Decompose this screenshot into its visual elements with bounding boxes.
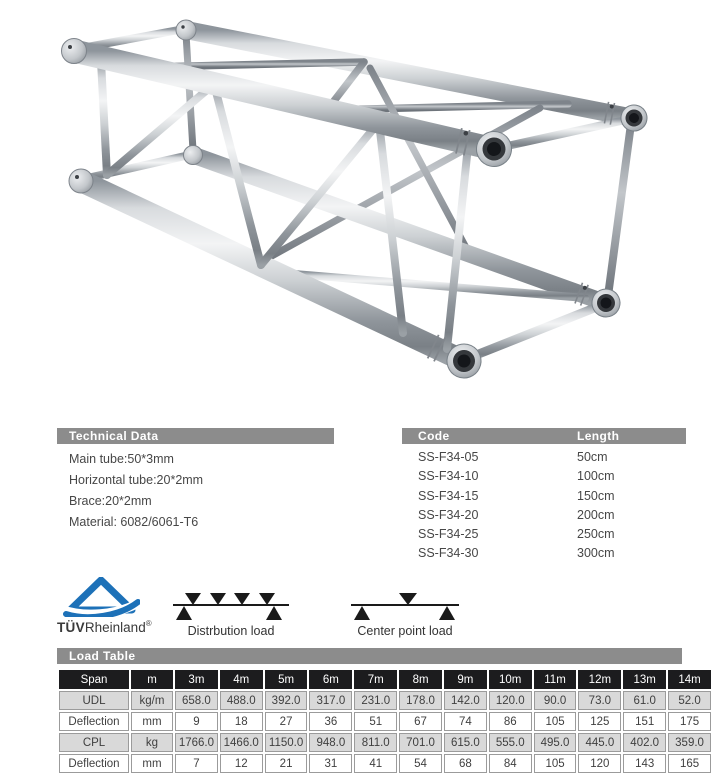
- load-table-body: [59, 691, 711, 773]
- load-row-unit: kg/m: [131, 691, 173, 710]
- load-value-cell: 90.0: [534, 691, 577, 710]
- load-table-column-header: 14m: [668, 670, 711, 689]
- load-table-row: [59, 754, 711, 773]
- code-table-header: [402, 428, 686, 444]
- length-column-header: Length: [577, 429, 620, 443]
- load-table-column-header: Span: [59, 670, 129, 689]
- load-value-cell: 84: [489, 754, 532, 773]
- tuv-brand-regular: Rheinland: [84, 620, 146, 635]
- code-value: SS-F34-20: [418, 507, 479, 522]
- load-value-cell: 165: [668, 754, 711, 773]
- technical-data-line: Main tube:50*3mm: [69, 452, 174, 466]
- load-value-cell: 67: [399, 712, 442, 731]
- code-value: SS-F34-15: [418, 488, 479, 503]
- load-value-cell: 125: [578, 712, 621, 731]
- load-table-column-header: 9m: [444, 670, 487, 689]
- load-table-column-header: 10m: [489, 670, 532, 689]
- load-value-cell: 948.0: [309, 733, 352, 752]
- load-value-cell: 120: [578, 754, 621, 773]
- load-row-unit: mm: [131, 712, 173, 731]
- center-point-load-icon: [346, 584, 464, 624]
- code-value: SS-F34-05: [418, 450, 479, 464]
- length-value: 300cm: [577, 546, 615, 561]
- load-value-cell: 12: [220, 754, 263, 773]
- load-table-row: [59, 691, 711, 710]
- load-value-cell: 317.0: [309, 691, 352, 710]
- distribution-load-icon: [168, 584, 294, 624]
- load-row-label: Deflection: [59, 754, 129, 773]
- code-value: SS-F34-30: [418, 546, 479, 561]
- load-table-column-header: 7m: [354, 670, 397, 689]
- load-value-cell: 7: [175, 754, 218, 773]
- load-row-label: Deflection: [59, 712, 129, 731]
- load-table-column-header: 4m: [220, 670, 263, 689]
- code-table-row: [402, 467, 686, 486]
- load-value-cell: 120.0: [489, 691, 532, 710]
- load-table-head: [59, 670, 711, 689]
- load-value-cell: 392.0: [265, 691, 308, 710]
- technical-data-lines: [69, 449, 203, 533]
- load-table-column-header: m: [131, 670, 173, 689]
- load-value-cell: 54: [399, 754, 442, 773]
- load-table-header-bar: [57, 648, 682, 664]
- load-value-cell: 86: [489, 712, 532, 731]
- load-table-column-header: 6m: [309, 670, 352, 689]
- load-value-cell: 73.0: [578, 691, 621, 710]
- technical-data-line: Material: 6082/6061-T6: [69, 515, 199, 529]
- technical-data-line: Horizontal tube:20*2mm: [69, 473, 204, 487]
- load-value-cell: 31: [309, 754, 352, 773]
- code-value: SS-F34-25: [418, 527, 479, 542]
- length-value: 150cm: [577, 488, 615, 503]
- center-point-load-label: Center point load: [357, 624, 453, 638]
- length-value: 100cm: [577, 469, 615, 484]
- load-value-cell: 402.0: [623, 733, 666, 752]
- load-value-cell: 658.0: [175, 691, 218, 710]
- load-table-column-header: 5m: [265, 670, 308, 689]
- load-value-cell: 51: [354, 712, 397, 731]
- load-value-cell: 21: [265, 754, 308, 773]
- load-value-cell: 52.0: [668, 691, 711, 710]
- load-value-cell: 68: [444, 754, 487, 773]
- load-value-cell: 488.0: [220, 691, 263, 710]
- load-value-cell: 615.0: [444, 733, 487, 752]
- load-value-cell: 1766.0: [175, 733, 218, 752]
- load-value-cell: 495.0: [534, 733, 577, 752]
- load-value-cell: 811.0: [354, 733, 397, 752]
- load-value-cell: 74: [444, 712, 487, 731]
- load-value-cell: 105: [534, 754, 577, 773]
- load-value-cell: 1150.0: [265, 733, 308, 752]
- technical-data-header: [57, 428, 334, 444]
- load-row-unit: kg: [131, 733, 173, 752]
- load-value-cell: 178.0: [399, 691, 442, 710]
- technical-data-title: Technical Data: [69, 429, 159, 443]
- tuv-triangle-icon: [62, 577, 140, 617]
- load-value-cell: 359.0: [668, 733, 711, 752]
- code-table-row: [402, 544, 686, 563]
- code-table-rows: [402, 448, 686, 564]
- load-table: [57, 668, 713, 775]
- load-value-cell: 36: [309, 712, 352, 731]
- load-value-cell: 445.0: [578, 733, 621, 752]
- load-row-label: UDL: [59, 691, 129, 710]
- load-value-cell: 27: [265, 712, 308, 731]
- code-column-header: Code: [418, 429, 450, 443]
- load-value-cell: 151: [623, 712, 666, 731]
- length-value: 250cm: [577, 527, 615, 542]
- load-table-row: [59, 733, 711, 752]
- technical-data-line: Brace:20*2mm: [69, 494, 152, 508]
- load-table-column-header: 8m: [399, 670, 442, 689]
- load-row-label: CPL: [59, 733, 129, 752]
- load-value-cell: 41: [354, 754, 397, 773]
- load-table-column-header: 11m: [534, 670, 577, 689]
- length-value: 200cm: [577, 507, 615, 522]
- load-value-cell: 61.0: [623, 691, 666, 710]
- load-value-cell: 231.0: [354, 691, 397, 710]
- load-value-cell: 142.0: [444, 691, 487, 710]
- load-table-column-header: 12m: [578, 670, 621, 689]
- load-value-cell: 143: [623, 754, 666, 773]
- load-table-title: Load Table: [69, 649, 136, 663]
- load-value-cell: 1466.0: [220, 733, 263, 752]
- code-table-row: [402, 487, 686, 506]
- load-value-cell: 9: [175, 712, 218, 731]
- distribution-load-label: Distrbution load: [187, 624, 275, 638]
- load-value-cell: 18: [220, 712, 263, 731]
- load-row-unit: mm: [131, 754, 173, 773]
- tuv-brand-bold: TÜV: [57, 620, 85, 635]
- code-table-row: [402, 525, 686, 544]
- length-value: 50cm: [577, 450, 608, 464]
- load-value-cell: 105: [534, 712, 577, 731]
- registered-mark: ®: [145, 619, 152, 628]
- code-value: SS-F34-10: [418, 469, 479, 484]
- code-table-row: [402, 506, 686, 525]
- load-table-column-header: 13m: [623, 670, 666, 689]
- load-table-row: [59, 712, 711, 731]
- load-table-header-row: [59, 670, 711, 689]
- load-value-cell: 555.0: [489, 733, 532, 752]
- code-table-row: [402, 448, 686, 467]
- load-value-cell: 701.0: [399, 733, 442, 752]
- load-value-cell: 175: [668, 712, 711, 731]
- load-table-column-header: 3m: [175, 670, 218, 689]
